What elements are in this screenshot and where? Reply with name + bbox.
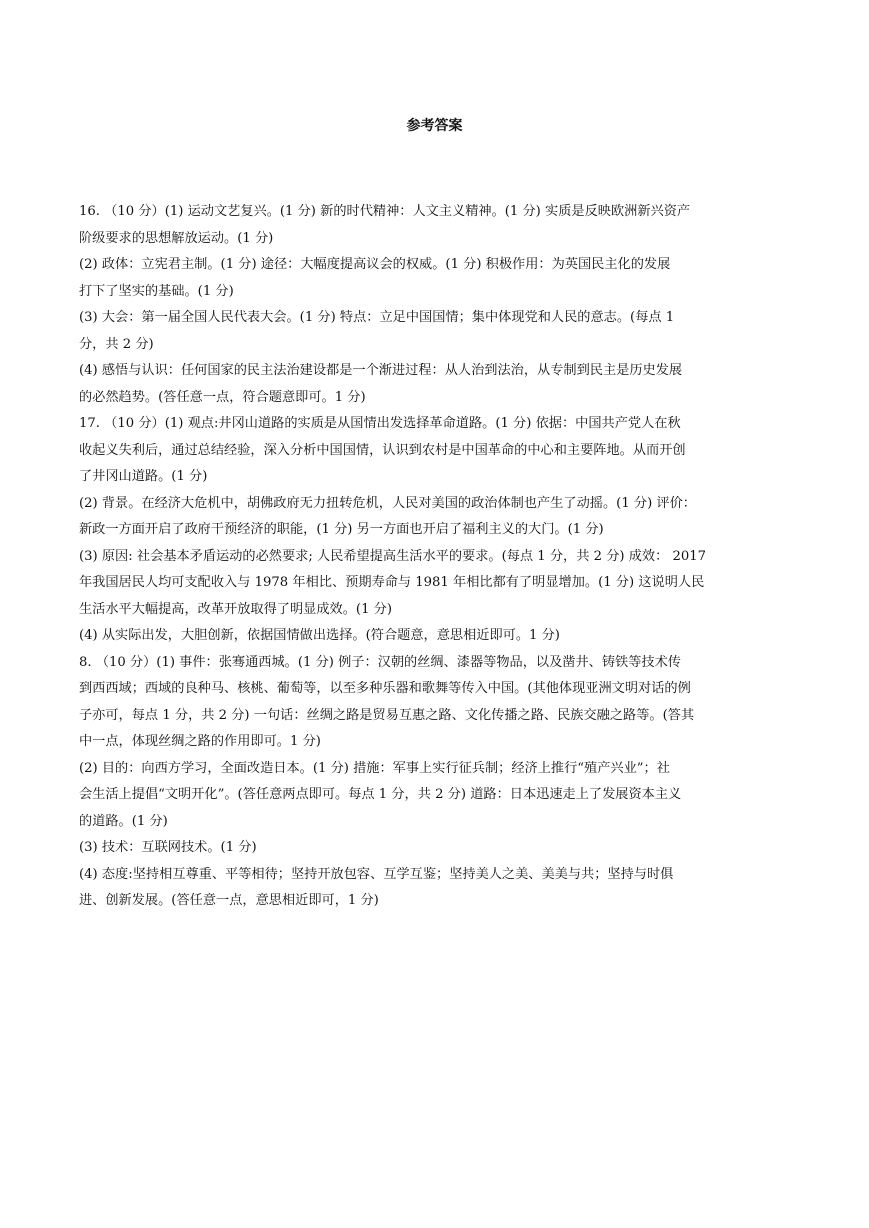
answer-line: (4) 感悟与认识：任何国家的民主法治建设都是一个渐进过程：从人治到法治，从专制到民主是历史发展 [79, 363, 683, 378]
answer-line: (3) 技术：互联网技术。(1 分) [79, 840, 257, 855]
answer-line: 16. （10 分）(1) 运动文艺复兴。(1 分) 新的时代精神：人文主义精神。(1 分) 实质是反映欧洲新兴资产 [79, 204, 691, 219]
answer-line: 分，共 2 分) [79, 336, 154, 352]
answer-line: 的道路。(1 分) [79, 813, 168, 829]
answer-line: (4) 态度:坚持相互尊重、平等相待；坚持开放包容、互学互鉴；坚持美人之美、美美与共；坚持与时俱 [79, 866, 674, 882]
mc-answers-row-2 [79, 173, 793, 200]
answer-line: 会生活上提倡“文明开化”。(答任意两点即可。每点 1 分，共 2 分) 道路：日本迅速走上了发展资本主义 [79, 787, 682, 802]
answer-line: 子亦可，每点 1 分，共 2 分) 一句话：丝绸之路是贸易互惠之路、文化传播之路、民族交融之路等。(答其 [79, 707, 695, 723]
answer-line: 打下了坚实的基础。(1 分) [79, 283, 234, 299]
page-title: 参考答案 [406, 118, 463, 134]
answer-line: 到西西域；西域的良种马、核桃、葡萄等，以至多种乐器和歌舞等传入中国。(其他体现亚洲文明对话的例 [79, 681, 691, 696]
answer-line: (3) 大会：第一届全国人民代表大会。(1 分) 特点：立足中国国情；集中体现党和人民的意志。(每点 1 [79, 310, 675, 325]
mc-answers-row-1 [79, 146, 793, 173]
answer-line: 年我国居民人均可支配收入与 1978 年相比、预期寿命与 1981 年相比都有了明显增加。(1 分) 这说明人民 [79, 575, 705, 590]
answer-content [79, 146, 793, 915]
answer-line: 17. （10 分）(1) 观点:井冈山道路的实质是从国情出发选择革命道路。(1 分) 依据：中国共产党人在秋 [79, 416, 681, 431]
answer-line: 中一点，体现丝绸之路的作用即可。1 分) [79, 734, 321, 749]
answer-line: 了井冈山道路。(1 分) [79, 469, 208, 484]
answer-line: 的必然趋势。(答任意一点，符合题意即可。1 分) [79, 389, 366, 405]
answer-line: 8. （10 分）(1) 事件：张骞通西城。(1 分) 例子：汉朝的丝绸、漆器等物品，以及凿井、铸铁等技术传 [79, 654, 681, 670]
answer-line: 新政一方面开启了政府干预经济的职能，(1 分) 另一方面也开启了福利主义的大门。(1 分) [79, 522, 604, 537]
answer-line: (2) 背景。在经济大危机中，胡佛政府无力扭转危机，人民对美国的政治体制也产生了动摇。(1 分) 评价： [79, 495, 696, 511]
answer-line: 阶级要求的思想解放运动。(1 分) [79, 230, 274, 246]
answer-line: 生活水平大幅提高，改革开放取得了明显成效。(1 分) [79, 601, 392, 617]
answer-line: 收起义失利后，通过总结经验，深入分析中国国情，认识到农村是中国革命的中心和主要阵地。从而开创 [79, 442, 686, 458]
answer-line: (2) 目的：向西方学习，全面改造日本。(1 分) 措施：军事上实行征兵制；经济上推行“殖产兴业”；社 [79, 760, 670, 776]
answer-line: 进、创新发展。(答任意一点，意思相近即可，1 分) [79, 893, 379, 908]
answer-line: (3) 原因: 社会基本矛盾运动的必然要求; 人民希望提高生活水平的要求。(每点 1 分，共 2 分) 成效： 2017 [79, 548, 707, 564]
answer-line: (2) 政体：立宪君主制。(1 分) 途径：大幅度提高议会的权威。(1 分) 积极作用：为英国民主化的发展 [79, 257, 671, 272]
answer-line: (4) 从实际出发，大胆创新，依据国情做出选择。(符合题意，意思相近即可。1 分) [79, 628, 560, 643]
